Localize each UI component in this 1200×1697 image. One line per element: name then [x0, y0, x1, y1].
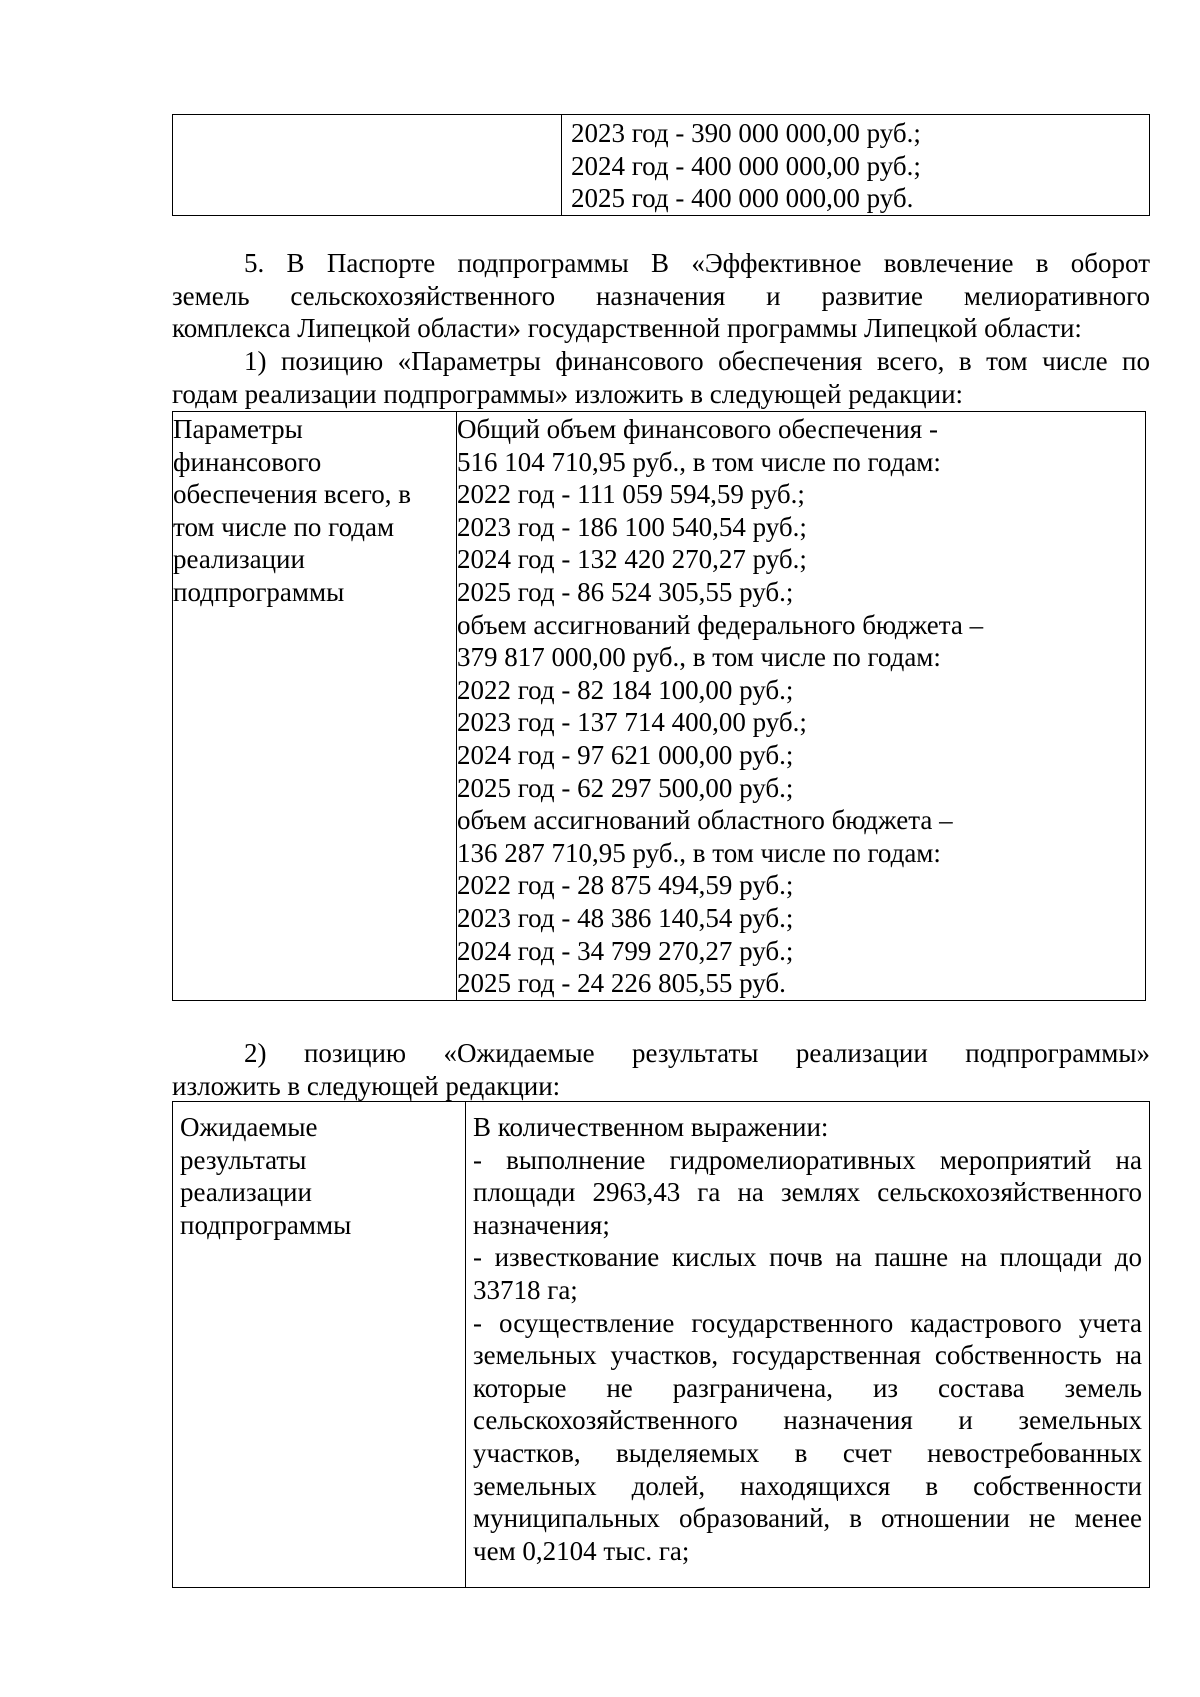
results-left-line: реализации	[180, 1177, 312, 1208]
finance-right-line: Общий объем финансового обеспечения -	[457, 414, 938, 444]
results-right-line: земельных долей, находящихся в собственности	[473, 1470, 1142, 1501]
results-left-line: Ожидаемые	[180, 1112, 318, 1142]
finance-left-line: обеспечения всего, в	[173, 479, 411, 510]
results-right-line: - осуществление государственного кадастрового учета	[473, 1307, 1142, 1338]
results-right-line: назначения;	[473, 1209, 610, 1240]
section5-line: 5. В Паспорте подпрограммы В «Эффективное вовлечение в оборот	[244, 248, 1150, 278]
finance-right-line: 2022 год - 111 059 594,59 руб.;	[457, 479, 805, 510]
item1-paragraph	[172, 345, 1150, 410]
finance-right-line: 2022 год - 82 184 100,00 руб.;	[457, 674, 794, 705]
results-right-line: площади 2963,43 га на землях сельскохозяйственного	[473, 1177, 1142, 1208]
table-top-left-cell	[173, 115, 562, 216]
results-right-line: сельскохозяйственного назначения и земельных	[473, 1405, 1142, 1436]
finance-right-cell	[457, 412, 1146, 1001]
results-right-line: - известкование кислых почв на пашне на площади до	[473, 1242, 1142, 1273]
results-right-line: - выполнение гидромелиоративных мероприятий на	[473, 1144, 1142, 1175]
finance-left-cell	[173, 412, 457, 1001]
item1-line: годам реализации подпрограммы» изложить в следующей редакции:	[172, 378, 964, 409]
finance-right-line: 2022 год - 28 875 494,59 руб.;	[457, 870, 794, 901]
results-left-line: результаты	[180, 1144, 307, 1175]
finance-right-line: 2023 год - 137 714 400,00 руб.;	[457, 707, 807, 738]
table-top-line: 2024 год - 400 000 000,00 руб.;	[571, 150, 921, 181]
finance-left-line: финансового	[173, 446, 322, 477]
results-right-line: 33718 га;	[473, 1274, 578, 1305]
item1-line: 1) позицию «Параметры финансового обеспечения всего, в том числе по	[244, 346, 1150, 376]
table-finance-parameters	[172, 411, 1146, 1001]
table-top-line: 2025 год - 400 000 000,00 руб.	[571, 183, 914, 214]
section5-paragraph	[172, 247, 1150, 345]
results-left-cell	[173, 1102, 466, 1588]
finance-right-line: 2023 год - 48 386 140,54 руб.;	[457, 902, 794, 933]
finance-right-line: 2025 год - 24 226 805,55 руб.	[457, 968, 786, 999]
table-top-right-cell	[562, 115, 1150, 216]
finance-right-line: 2025 год - 62 297 500,00 руб.;	[457, 772, 794, 803]
item2-paragraph	[172, 1037, 1150, 1102]
finance-right-line: 379 817 000,00 руб., в том числе по годам:	[457, 642, 941, 673]
table-top-continuation	[172, 114, 1150, 216]
results-right-lines	[473, 1111, 1142, 1567]
results-right-line: участков, выделяемых в счет невостребованных	[473, 1437, 1142, 1468]
results-right-line: чем 0,2104 тыс. га;	[473, 1535, 690, 1566]
results-right-line: муниципальных образований, в отношении не менее	[473, 1503, 1142, 1534]
results-right-line: земельных участков, государственная собственность на	[473, 1340, 1142, 1371]
finance-right-line: объем ассигнований федерального бюджета –	[457, 609, 984, 640]
section5-line: земель сельскохозяйственного назначения и развитие мелиоративного	[172, 280, 1150, 311]
item2-line: 2) позицию «Ожидаемые результаты реализации подпрограммы»	[244, 1038, 1150, 1068]
table-expected-results	[172, 1101, 1150, 1588]
section5-line: комплекса Липецкой области» государственной программы Липецкой области:	[172, 313, 1082, 344]
results-right-line: которые не разграничена, из состава земель	[473, 1372, 1142, 1403]
finance-right-line: 136 287 710,95 руб., в том числе по годам:	[457, 837, 941, 868]
finance-right-line: 2023 год - 186 100 540,54 руб.;	[457, 511, 807, 542]
finance-left-line: Параметры	[173, 414, 303, 444]
finance-left-line: подпрограммы	[173, 576, 345, 607]
finance-left-line: реализации	[173, 544, 305, 575]
finance-right-line: 2024 год - 132 420 270,27 руб.;	[457, 544, 807, 575]
finance-right-line: объем ассигнований областного бюджета –	[457, 805, 953, 836]
results-right-cell	[466, 1102, 1150, 1588]
finance-right-line: 2025 год - 86 524 305,55 руб.;	[457, 576, 794, 607]
finance-right-line: 2024 год - 34 799 270,27 руб.;	[457, 935, 794, 966]
finance-right-line: 2024 год - 97 621 000,00 руб.;	[457, 739, 794, 770]
item2-line: изложить в следующей редакции:	[172, 1070, 561, 1101]
results-right-line: В количественном выражении:	[473, 1112, 829, 1142]
results-left-line: подпрограммы	[180, 1209, 352, 1240]
finance-left-line: том числе по годам	[173, 511, 395, 542]
table-top-line: 2023 год - 390 000 000,00 руб.;	[571, 118, 921, 148]
finance-right-line: 516 104 710,95 руб., в том числе по годам:	[457, 446, 941, 477]
